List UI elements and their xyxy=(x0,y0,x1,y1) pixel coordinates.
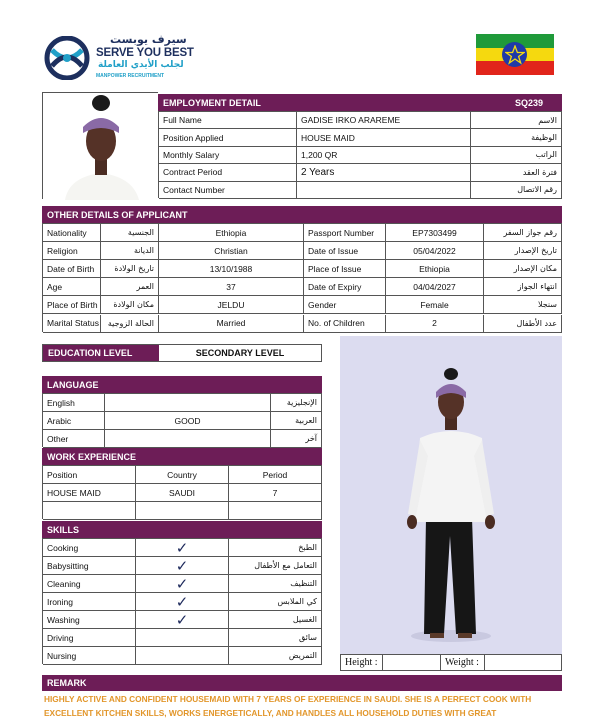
employment-label-ar: الوظيفة xyxy=(471,129,562,146)
detail-label-ar: الحالة الزوجية xyxy=(101,315,159,333)
education-level-value: SECONDARY LEVEL xyxy=(195,348,285,358)
detail-label: Religion xyxy=(43,242,101,260)
checkmark-icon: ✓ xyxy=(175,539,189,557)
detail-value: EP7303499 xyxy=(386,224,484,242)
detail-value: 37 xyxy=(159,278,304,296)
company-tagline-ar: لجلب الأيدي العاملة xyxy=(98,60,184,70)
work-cell: 7 xyxy=(229,484,322,502)
weight-label: Weight : xyxy=(441,655,485,670)
detail-value: 2 xyxy=(386,315,484,333)
skill-label: Cooking xyxy=(43,539,136,557)
skill-label: Babysitting xyxy=(43,557,136,575)
work-column-header: Period xyxy=(229,466,322,484)
employment-value: 2 Years xyxy=(297,164,471,181)
employment-detail-header xyxy=(158,94,562,111)
language-level xyxy=(105,394,271,412)
detail-label: Passport Number xyxy=(304,224,386,242)
detail-label: Place of Birth xyxy=(43,296,101,314)
skill-label: Washing xyxy=(43,611,136,629)
reference-number: SQ239 xyxy=(514,97,543,108)
detail-value: Christian xyxy=(159,242,304,260)
detail-label: No. of Children xyxy=(304,315,386,333)
remark-title: REMARK xyxy=(47,678,87,688)
skill-label: Nursing xyxy=(43,647,136,665)
language-label-ar: الإنجليزية xyxy=(271,394,322,412)
skill-label-ar: كي الملابس xyxy=(229,593,322,611)
skill-check-cell xyxy=(136,575,229,593)
work-column-header: Position xyxy=(43,466,136,484)
skill-label-ar: التنظيف xyxy=(229,575,322,593)
skill-label-ar: التعامل مع الأطفال xyxy=(229,557,322,575)
employment-table xyxy=(158,111,562,198)
remark-header xyxy=(42,675,562,691)
company-tagline: MANPOWER RECRUITMENT xyxy=(96,73,165,79)
language-level xyxy=(105,430,271,448)
skill-label-ar: الغسيل xyxy=(229,611,322,629)
detail-label-ar: العمر xyxy=(101,278,159,296)
work-cell: HOUSE MAID xyxy=(43,484,136,502)
star-emblem-icon xyxy=(505,45,525,65)
language-level: GOOD xyxy=(105,412,271,430)
language-label: English xyxy=(43,394,105,412)
work-experience-header xyxy=(42,448,322,465)
detail-label: Gender xyxy=(304,296,386,314)
other-details-header xyxy=(42,206,562,223)
full-body-photo xyxy=(340,336,562,654)
detail-label: Date of Expiry xyxy=(304,278,386,296)
measurements-row xyxy=(340,654,562,671)
work-experience-table xyxy=(42,465,322,519)
employment-label: Monthly Salary xyxy=(159,147,297,164)
portrait-frame xyxy=(42,92,158,199)
globe-logo-icon xyxy=(44,36,90,80)
weight-value xyxy=(485,655,561,670)
detail-value: 04/04/2027 xyxy=(386,278,484,296)
employment-value: GADISE IRKO ARAREME xyxy=(297,112,471,129)
skill-label-ar: سائق xyxy=(229,629,322,647)
height-value xyxy=(383,655,441,670)
detail-value: 13/10/1988 xyxy=(159,260,304,278)
skill-label-ar: الطبخ xyxy=(229,539,322,557)
detail-value: Married xyxy=(159,315,304,333)
employment-label: Position Applied xyxy=(159,129,297,146)
skills-header xyxy=(42,521,322,538)
language-label: Arabic xyxy=(43,412,105,430)
portrait-photo xyxy=(43,93,159,200)
detail-label: Date of Birth xyxy=(43,260,101,278)
detail-value: Ethiopia xyxy=(386,260,484,278)
work-column-header: Country xyxy=(136,466,229,484)
detail-label-ar: سنجلا xyxy=(484,296,562,314)
detail-value: Ethiopia xyxy=(159,224,304,242)
language-title: LANGUAGE xyxy=(47,379,99,390)
checkmark-icon: ✓ xyxy=(175,575,189,593)
work-cell xyxy=(229,502,322,520)
employment-label-ar: رقم الاتصال xyxy=(471,182,562,199)
work-cell xyxy=(136,502,229,520)
skills-title: SKILLS xyxy=(47,524,80,535)
detail-label: Nationality xyxy=(43,224,101,242)
detail-label: Date of Issue xyxy=(304,242,386,260)
employment-detail-title: EMPLOYMENT DETAIL xyxy=(163,97,261,108)
education-level-label: EDUCATION LEVEL xyxy=(43,345,159,361)
skill-check-cell xyxy=(136,647,229,665)
employment-label: Contact Number xyxy=(159,182,297,199)
detail-label-ar: الجنسية xyxy=(101,224,159,242)
employment-label: Full Name xyxy=(159,112,297,129)
ethiopia-flag-icon xyxy=(476,34,554,75)
detail-label: Marital Status xyxy=(43,315,101,333)
detail-value: 05/04/2022 xyxy=(386,242,484,260)
work-cell: SAUDI xyxy=(136,484,229,502)
other-details-title: OTHER DETAILS OF APPLICANT xyxy=(47,209,188,220)
employment-label-ar: فترة العقد xyxy=(471,164,562,181)
skill-label: Ironing xyxy=(43,593,136,611)
skill-label: Cleaning xyxy=(43,575,136,593)
employment-label-ar: الاسم xyxy=(471,112,562,129)
company-name-ar: سيرف يوبست xyxy=(110,33,187,46)
detail-value: JELDU xyxy=(159,296,304,314)
skill-check-cell xyxy=(136,593,229,611)
detail-label-ar: تاريخ الولادة xyxy=(101,260,159,278)
skill-check-cell xyxy=(136,611,229,629)
detail-value: Female xyxy=(386,296,484,314)
height-label: Height : xyxy=(341,655,383,670)
detail-label: Age xyxy=(43,278,101,296)
checkmark-icon: ✓ xyxy=(175,557,189,575)
company-name: SERVE YOU BEST xyxy=(96,47,194,59)
education-level-row xyxy=(42,344,322,362)
checkmark-icon: ✓ xyxy=(175,611,189,629)
detail-label-ar: عدد الأطفال xyxy=(484,315,562,333)
remark-text: HIGHLY ACTIVE AND CONFIDENT HOUSEMAID WITH 7 YEARS OF EXPERIENCE IN SAUDI. SHE IS A PERFECT COOK WITH EXCELLENT KITCHEN SKILLS, WORKS ENERGETICALLY, AND HANDLES ALL HOUSEHOLD DUTIES WITH GREAT xyxy=(44,694,532,718)
detail-label-ar: الديانة xyxy=(101,242,159,260)
company-logo xyxy=(44,33,194,80)
employment-value xyxy=(297,182,471,199)
employment-label-ar: الراتب xyxy=(471,147,562,164)
skill-label: Driving xyxy=(43,629,136,647)
skills-table xyxy=(42,538,322,664)
language-label: Other xyxy=(43,430,105,448)
detail-label-ar: انتهاء الجواز xyxy=(484,278,562,296)
detail-label-ar: مكان الإصدار xyxy=(484,260,562,278)
other-details-table xyxy=(42,223,562,332)
detail-label-ar: مكان الولادة xyxy=(101,296,159,314)
language-label-ar: آخر xyxy=(271,430,322,448)
skill-check-cell xyxy=(136,629,229,647)
checkmark-icon: ✓ xyxy=(175,593,189,611)
work-cell xyxy=(43,502,136,520)
detail-label-ar: رقم جواز السفر xyxy=(484,224,562,242)
skill-check-cell xyxy=(136,539,229,557)
detail-label-ar: تاريخ الإصدار xyxy=(484,242,562,260)
employment-value: HOUSE MAID xyxy=(297,129,471,146)
language-label-ar: العربية xyxy=(271,412,322,430)
language-table xyxy=(42,393,322,447)
skill-check-cell xyxy=(136,557,229,575)
employment-value: 1,200 QR xyxy=(297,147,471,164)
employment-label: Contract Period xyxy=(159,164,297,181)
work-experience-title: WORK EXPERIENCE xyxy=(47,451,137,462)
language-header xyxy=(42,376,322,393)
skill-label-ar: التمريض xyxy=(229,647,322,665)
detail-label: Place of Issue xyxy=(304,260,386,278)
